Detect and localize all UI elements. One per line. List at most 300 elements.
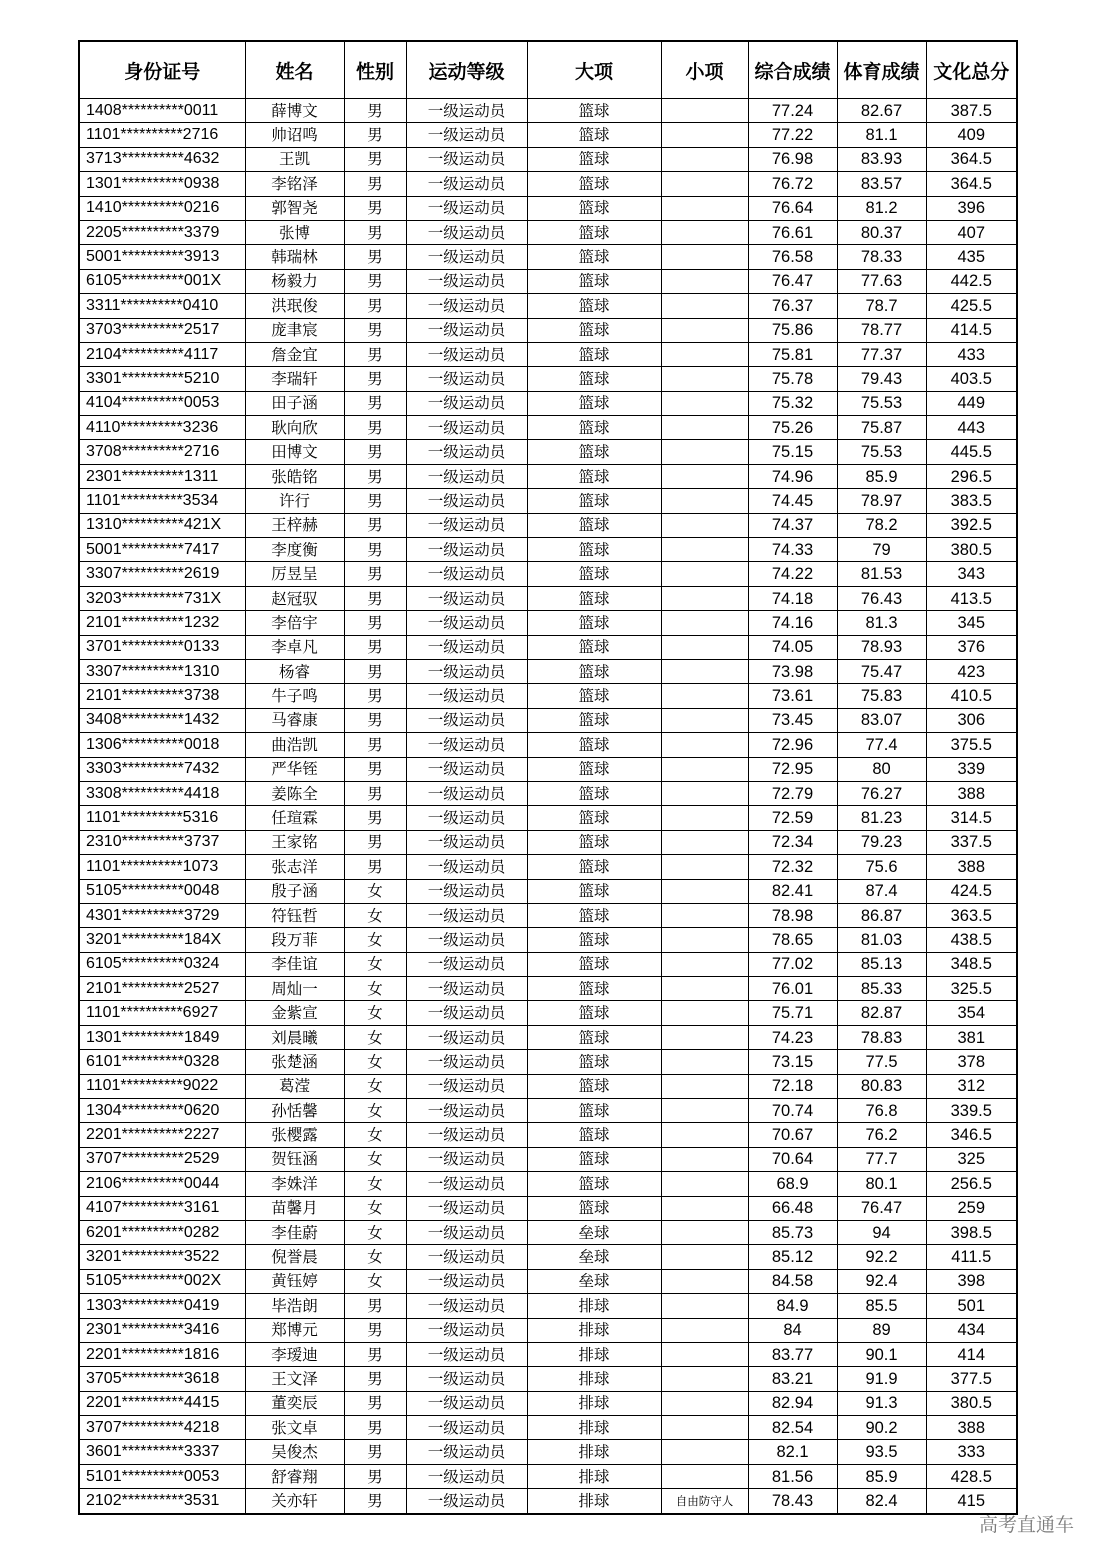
cell-sports-score: 78.2 <box>837 513 926 537</box>
cell-athlete-level: 一级运动员 <box>406 1220 527 1244</box>
cell-sport-category: 篮球 <box>527 977 661 1001</box>
cell-sub-event <box>661 806 748 830</box>
cell-sports-score: 75.53 <box>837 391 926 415</box>
cell-overall-score: 73.45 <box>748 708 837 732</box>
cell-sport-category: 篮球 <box>527 684 661 708</box>
cell-sport-category: 篮球 <box>527 1099 661 1123</box>
column-header-sports-score: 体育成绩 <box>837 41 926 99</box>
table-row <box>79 806 1017 830</box>
cell-id-number: 5105**********0048 <box>79 879 245 903</box>
cell-sport-category: 垒球 <box>527 1245 661 1269</box>
cell-id-number: 1101**********2716 <box>79 123 245 147</box>
cell-athlete-level: 一级运动员 <box>406 440 527 464</box>
cell-sub-event <box>661 1172 748 1196</box>
cell-athlete-level: 一级运动员 <box>406 1074 527 1098</box>
cell-sport-category: 篮球 <box>527 830 661 854</box>
cell-id-number: 1101**********6927 <box>79 1001 245 1025</box>
cell-athlete-level: 一级运动员 <box>406 562 527 586</box>
cell-athlete-level: 一级运动员 <box>406 952 527 976</box>
cell-sub-event <box>661 977 748 1001</box>
table-row <box>79 196 1017 220</box>
table-row <box>79 1440 1017 1464</box>
cell-id-number: 3203**********731X <box>79 586 245 610</box>
cell-gender: 女 <box>344 1172 406 1196</box>
cell-sports-score: 80.1 <box>837 1172 926 1196</box>
cell-gender: 男 <box>344 733 406 757</box>
cell-name: 杨毅力 <box>245 269 344 293</box>
cell-sub-event <box>661 1099 748 1123</box>
cell-id-number: 6101**********0328 <box>79 1050 245 1074</box>
cell-name: 王梓赫 <box>245 513 344 537</box>
cell-sub-event <box>661 684 748 708</box>
cell-culture-total: 388 <box>926 855 1017 879</box>
cell-id-number: 4107**********3161 <box>79 1196 245 1220</box>
cell-sub-event <box>661 562 748 586</box>
column-header-athlete-level: 运动等级 <box>406 41 527 99</box>
cell-culture-total: 398 <box>926 1269 1017 1293</box>
cell-name: 李卓凡 <box>245 635 344 659</box>
cell-athlete-level: 一级运动员 <box>406 1416 527 1440</box>
cell-id-number: 3307**********1310 <box>79 659 245 683</box>
cell-overall-score: 82.54 <box>748 1416 837 1440</box>
cell-overall-score: 75.78 <box>748 367 837 391</box>
cell-id-number: 5105**********002X <box>79 1269 245 1293</box>
cell-sports-score: 85.9 <box>837 1464 926 1488</box>
table-row <box>79 1172 1017 1196</box>
cell-sports-score: 81.03 <box>837 928 926 952</box>
cell-sport-category: 篮球 <box>527 99 661 123</box>
score-table <box>78 40 1018 1515</box>
table-row <box>79 1416 1017 1440</box>
cell-sports-score: 80 <box>837 757 926 781</box>
cell-overall-score: 78.98 <box>748 903 837 927</box>
cell-sub-event <box>661 586 748 610</box>
cell-culture-total: 410.5 <box>926 684 1017 708</box>
cell-sub-event <box>661 635 748 659</box>
cell-name: 黄钰婷 <box>245 1269 344 1293</box>
cell-name: 孙恬馨 <box>245 1099 344 1123</box>
cell-sub-event <box>661 318 748 342</box>
cell-culture-total: 425.5 <box>926 294 1017 318</box>
cell-overall-score: 74.33 <box>748 538 837 562</box>
cell-culture-total: 312 <box>926 1074 1017 1098</box>
cell-gender: 女 <box>344 903 406 927</box>
table-row <box>79 1245 1017 1269</box>
cell-gender: 男 <box>344 757 406 781</box>
cell-athlete-level: 一级运动员 <box>406 708 527 732</box>
cell-sports-score: 85.9 <box>837 464 926 488</box>
cell-culture-total: 388 <box>926 1416 1017 1440</box>
cell-overall-score: 72.59 <box>748 806 837 830</box>
cell-sport-category: 垒球 <box>527 1269 661 1293</box>
cell-culture-total: 501 <box>926 1294 1017 1318</box>
cell-athlete-level: 一级运动员 <box>406 635 527 659</box>
table-row <box>79 1489 1017 1514</box>
cell-name: 段万菲 <box>245 928 344 952</box>
cell-id-number: 3408**********1432 <box>79 708 245 732</box>
cell-culture-total: 407 <box>926 220 1017 244</box>
cell-sub-event <box>661 757 748 781</box>
cell-culture-total: 445.5 <box>926 440 1017 464</box>
cell-sub-event <box>661 611 748 635</box>
table-row <box>79 367 1017 391</box>
cell-name: 田博文 <box>245 440 344 464</box>
cell-id-number: 1301**********0938 <box>79 172 245 196</box>
table-row <box>79 733 1017 757</box>
cell-sports-score: 90.2 <box>837 1416 926 1440</box>
cell-gender: 男 <box>344 1391 406 1415</box>
cell-overall-score: 74.37 <box>748 513 837 537</box>
cell-sports-score: 92.2 <box>837 1245 926 1269</box>
cell-overall-score: 83.77 <box>748 1342 837 1366</box>
cell-sport-category: 排球 <box>527 1391 661 1415</box>
cell-sports-score: 87.4 <box>837 879 926 903</box>
cell-culture-total: 438.5 <box>926 928 1017 952</box>
cell-id-number: 3713**********4632 <box>79 147 245 171</box>
cell-overall-score: 74.18 <box>748 586 837 610</box>
cell-culture-total: 306 <box>926 708 1017 732</box>
cell-sub-event <box>661 196 748 220</box>
cell-sport-category: 垒球 <box>527 1220 661 1244</box>
cell-gender: 男 <box>344 1367 406 1391</box>
cell-sports-score: 77.5 <box>837 1050 926 1074</box>
cell-culture-total: 414 <box>926 1342 1017 1366</box>
cell-athlete-level: 一级运动员 <box>406 757 527 781</box>
cell-id-number: 1303**********0419 <box>79 1294 245 1318</box>
cell-sports-score: 77.37 <box>837 342 926 366</box>
cell-sports-score: 77.4 <box>837 733 926 757</box>
cell-name: 王文泽 <box>245 1367 344 1391</box>
cell-culture-total: 443 <box>926 416 1017 440</box>
cell-name: 韩瑞林 <box>245 245 344 269</box>
cell-athlete-level: 一级运动员 <box>406 1099 527 1123</box>
cell-sub-event <box>661 1294 748 1318</box>
table-row <box>79 1099 1017 1123</box>
cell-name: 李瑷迪 <box>245 1342 344 1366</box>
cell-gender: 男 <box>344 147 406 171</box>
cell-id-number: 5101**********0053 <box>79 1464 245 1488</box>
cell-id-number: 3601**********3337 <box>79 1440 245 1464</box>
table-row <box>79 172 1017 196</box>
cell-overall-score: 70.67 <box>748 1123 837 1147</box>
table-row <box>79 757 1017 781</box>
cell-gender: 男 <box>344 806 406 830</box>
cell-overall-score: 76.64 <box>748 196 837 220</box>
cell-name: 庞聿宸 <box>245 318 344 342</box>
cell-sport-category: 篮球 <box>527 123 661 147</box>
cell-id-number: 2104**********4117 <box>79 342 245 366</box>
cell-culture-total: 424.5 <box>926 879 1017 903</box>
cell-athlete-level: 一级运动员 <box>406 1367 527 1391</box>
cell-athlete-level: 一级运动员 <box>406 538 527 562</box>
cell-overall-score: 74.16 <box>748 611 837 635</box>
cell-gender: 男 <box>344 684 406 708</box>
cell-athlete-level: 一级运动员 <box>406 1391 527 1415</box>
cell-gender: 男 <box>344 513 406 537</box>
cell-sub-event <box>661 489 748 513</box>
cell-gender: 女 <box>344 977 406 1001</box>
cell-sub-event <box>661 855 748 879</box>
cell-sport-category: 篮球 <box>527 1050 661 1074</box>
cell-sport-category: 篮球 <box>527 903 661 927</box>
cell-sub-event <box>661 1342 748 1366</box>
cell-sports-score: 78.33 <box>837 245 926 269</box>
cell-gender: 男 <box>344 781 406 805</box>
cell-overall-score: 75.15 <box>748 440 837 464</box>
cell-culture-total: 333 <box>926 1440 1017 1464</box>
cell-overall-score: 70.74 <box>748 1099 837 1123</box>
table-row <box>79 99 1017 123</box>
column-header-gender: 性别 <box>344 41 406 99</box>
cell-name: 姜陈全 <box>245 781 344 805</box>
cell-sub-event <box>661 659 748 683</box>
cell-athlete-level: 一级运动员 <box>406 1147 527 1171</box>
table-header <box>79 41 1017 99</box>
cell-overall-score: 72.95 <box>748 757 837 781</box>
cell-overall-score: 83.21 <box>748 1367 837 1391</box>
cell-id-number: 3708**********2716 <box>79 440 245 464</box>
cell-culture-total: 346.5 <box>926 1123 1017 1147</box>
cell-sports-score: 77.7 <box>837 1147 926 1171</box>
table-row <box>79 1464 1017 1488</box>
cell-athlete-level: 一级运动员 <box>406 416 527 440</box>
cell-name: 张樱露 <box>245 1123 344 1147</box>
cell-sports-score: 92.4 <box>837 1269 926 1293</box>
cell-sub-event <box>661 928 748 952</box>
cell-gender: 男 <box>344 391 406 415</box>
cell-overall-score: 72.18 <box>748 1074 837 1098</box>
cell-sub-event <box>661 1318 748 1342</box>
cell-sports-score: 85.13 <box>837 952 926 976</box>
cell-gender: 男 <box>344 855 406 879</box>
cell-name: 许行 <box>245 489 344 513</box>
cell-name: 李瑞轩 <box>245 367 344 391</box>
cell-sports-score: 79 <box>837 538 926 562</box>
table-row <box>79 538 1017 562</box>
cell-gender: 男 <box>344 489 406 513</box>
cell-sub-event <box>661 220 748 244</box>
cell-overall-score: 84 <box>748 1318 837 1342</box>
cell-name: 刘晨曦 <box>245 1025 344 1049</box>
cell-sub-event <box>661 1001 748 1025</box>
cell-id-number: 2106**********0044 <box>79 1172 245 1196</box>
table-row <box>79 903 1017 927</box>
cell-gender: 男 <box>344 196 406 220</box>
cell-sport-category: 排球 <box>527 1294 661 1318</box>
table-row <box>79 635 1017 659</box>
cell-overall-score: 74.45 <box>748 489 837 513</box>
cell-sport-category: 排球 <box>527 1416 661 1440</box>
cell-name: 苗馨月 <box>245 1196 344 1220</box>
cell-name: 李度衡 <box>245 538 344 562</box>
cell-athlete-level: 一级运动员 <box>406 1025 527 1049</box>
cell-sports-score: 85.33 <box>837 977 926 1001</box>
cell-sub-event <box>661 123 748 147</box>
cell-culture-total: 442.5 <box>926 269 1017 293</box>
cell-sports-score: 82.4 <box>837 1489 926 1514</box>
cell-sports-score: 75.47 <box>837 659 926 683</box>
cell-sub-event <box>661 1367 748 1391</box>
cell-sport-category: 篮球 <box>527 928 661 952</box>
cell-gender: 男 <box>344 586 406 610</box>
cell-id-number: 1101**********5316 <box>79 806 245 830</box>
cell-name: 金紫宣 <box>245 1001 344 1025</box>
table-row <box>79 220 1017 244</box>
cell-name: 郭智尧 <box>245 196 344 220</box>
cell-sports-score: 75.83 <box>837 684 926 708</box>
cell-athlete-level: 一级运动员 <box>406 1123 527 1147</box>
cell-athlete-level: 一级运动员 <box>406 611 527 635</box>
table-row <box>79 513 1017 537</box>
cell-sport-category: 篮球 <box>527 416 661 440</box>
cell-id-number: 1301**********1849 <box>79 1025 245 1049</box>
cell-gender: 男 <box>344 611 406 635</box>
cell-athlete-level: 一级运动员 <box>406 1269 527 1293</box>
cell-id-number: 5001**********7417 <box>79 538 245 562</box>
cell-culture-total: 364.5 <box>926 172 1017 196</box>
cell-sub-event <box>661 781 748 805</box>
cell-sport-category: 篮球 <box>527 1074 661 1098</box>
cell-culture-total: 380.5 <box>926 1391 1017 1415</box>
cell-culture-total: 378 <box>926 1050 1017 1074</box>
cell-name: 张博 <box>245 220 344 244</box>
cell-overall-score: 76.58 <box>748 245 837 269</box>
cell-sports-score: 83.57 <box>837 172 926 196</box>
cell-overall-score: 75.71 <box>748 1001 837 1025</box>
cell-sub-event <box>661 1074 748 1098</box>
cell-culture-total: 348.5 <box>926 952 1017 976</box>
cell-gender: 女 <box>344 879 406 903</box>
cell-overall-score: 73.61 <box>748 684 837 708</box>
cell-gender: 女 <box>344 1269 406 1293</box>
cell-sports-score: 76.2 <box>837 1123 926 1147</box>
table-row <box>79 1294 1017 1318</box>
column-header-culture-total: 文化总分 <box>926 41 1017 99</box>
cell-sport-category: 篮球 <box>527 659 661 683</box>
cell-culture-total: 383.5 <box>926 489 1017 513</box>
cell-athlete-level: 一级运动员 <box>406 172 527 196</box>
cell-culture-total: 256.5 <box>926 1172 1017 1196</box>
cell-culture-total: 325 <box>926 1147 1017 1171</box>
column-header-sport-category: 大项 <box>527 41 661 99</box>
cell-athlete-level: 一级运动员 <box>406 147 527 171</box>
cell-overall-score: 76.98 <box>748 147 837 171</box>
cell-overall-score: 72.79 <box>748 781 837 805</box>
cell-athlete-level: 一级运动员 <box>406 513 527 537</box>
cell-athlete-level: 一级运动员 <box>406 123 527 147</box>
cell-sub-event <box>661 172 748 196</box>
cell-id-number: 3301**********5210 <box>79 367 245 391</box>
cell-id-number: 2205**********3379 <box>79 220 245 244</box>
cell-athlete-level: 一级运动员 <box>406 318 527 342</box>
cell-gender: 男 <box>344 342 406 366</box>
cell-athlete-level: 一级运动员 <box>406 391 527 415</box>
cell-name: 杨睿 <box>245 659 344 683</box>
cell-name: 耿向欣 <box>245 416 344 440</box>
cell-sub-event <box>661 1025 748 1049</box>
cell-sub-event <box>661 1123 748 1147</box>
cell-id-number: 1101**********3534 <box>79 489 245 513</box>
table-row <box>79 684 1017 708</box>
cell-culture-total: 345 <box>926 611 1017 635</box>
cell-sport-category: 篮球 <box>527 489 661 513</box>
cell-sports-score: 81.23 <box>837 806 926 830</box>
cell-overall-score: 68.9 <box>748 1172 837 1196</box>
cell-id-number: 2101**********1232 <box>79 611 245 635</box>
cell-name: 李铭泽 <box>245 172 344 196</box>
cell-sports-score: 93.5 <box>837 1440 926 1464</box>
cell-culture-total: 388 <box>926 781 1017 805</box>
table-row <box>79 586 1017 610</box>
cell-sports-score: 83.93 <box>837 147 926 171</box>
cell-gender: 男 <box>344 1464 406 1488</box>
cell-gender: 男 <box>344 659 406 683</box>
cell-name: 郑博元 <box>245 1318 344 1342</box>
cell-name: 关亦轩 <box>245 1489 344 1514</box>
cell-sport-category: 排球 <box>527 1318 661 1342</box>
cell-sport-category: 篮球 <box>527 1001 661 1025</box>
cell-gender: 女 <box>344 1245 406 1269</box>
cell-culture-total: 409 <box>926 123 1017 147</box>
cell-overall-score: 74.22 <box>748 562 837 586</box>
cell-id-number: 2101**********2527 <box>79 977 245 1001</box>
cell-culture-total: 296.5 <box>926 464 1017 488</box>
cell-sport-category: 排球 <box>527 1440 661 1464</box>
cell-id-number: 1304**********0620 <box>79 1099 245 1123</box>
cell-sub-event <box>661 416 748 440</box>
cell-overall-score: 85.12 <box>748 1245 837 1269</box>
table-row <box>79 294 1017 318</box>
table-row <box>79 1196 1017 1220</box>
cell-sport-category: 排球 <box>527 1367 661 1391</box>
cell-sports-score: 75.87 <box>837 416 926 440</box>
cell-id-number: 5001**********3913 <box>79 245 245 269</box>
table-row <box>79 245 1017 269</box>
cell-sports-score: 83.07 <box>837 708 926 732</box>
cell-sub-event <box>661 1147 748 1171</box>
cell-name: 牛子鸣 <box>245 684 344 708</box>
cell-overall-score: 78.65 <box>748 928 837 952</box>
cell-athlete-level: 一级运动员 <box>406 99 527 123</box>
cell-sport-category: 篮球 <box>527 464 661 488</box>
cell-name: 吴俊杰 <box>245 1440 344 1464</box>
cell-id-number: 2301**********3416 <box>79 1318 245 1342</box>
cell-sub-event <box>661 1050 748 1074</box>
cell-culture-total: 428.5 <box>926 1464 1017 1488</box>
cell-athlete-level: 一级运动员 <box>406 684 527 708</box>
cell-sports-score: 82.87 <box>837 1001 926 1025</box>
cell-sport-category: 篮球 <box>527 147 661 171</box>
cell-name: 马睿康 <box>245 708 344 732</box>
cell-athlete-level: 一级运动员 <box>406 1001 527 1025</box>
table-row <box>79 269 1017 293</box>
cell-athlete-level: 一级运动员 <box>406 977 527 1001</box>
cell-athlete-level: 一级运动员 <box>406 1440 527 1464</box>
table-row <box>79 830 1017 854</box>
table-row <box>79 1001 1017 1025</box>
cell-id-number: 1306**********0018 <box>79 733 245 757</box>
cell-sports-score: 89 <box>837 1318 926 1342</box>
cell-sub-event <box>661 903 748 927</box>
table-row <box>79 855 1017 879</box>
cell-sub-event <box>661 513 748 537</box>
cell-gender: 男 <box>344 172 406 196</box>
table-row <box>79 708 1017 732</box>
cell-culture-total: 376 <box>926 635 1017 659</box>
cell-athlete-level: 一级运动员 <box>406 1050 527 1074</box>
cell-id-number: 1410**********0216 <box>79 196 245 220</box>
cell-name: 田子涵 <box>245 391 344 415</box>
